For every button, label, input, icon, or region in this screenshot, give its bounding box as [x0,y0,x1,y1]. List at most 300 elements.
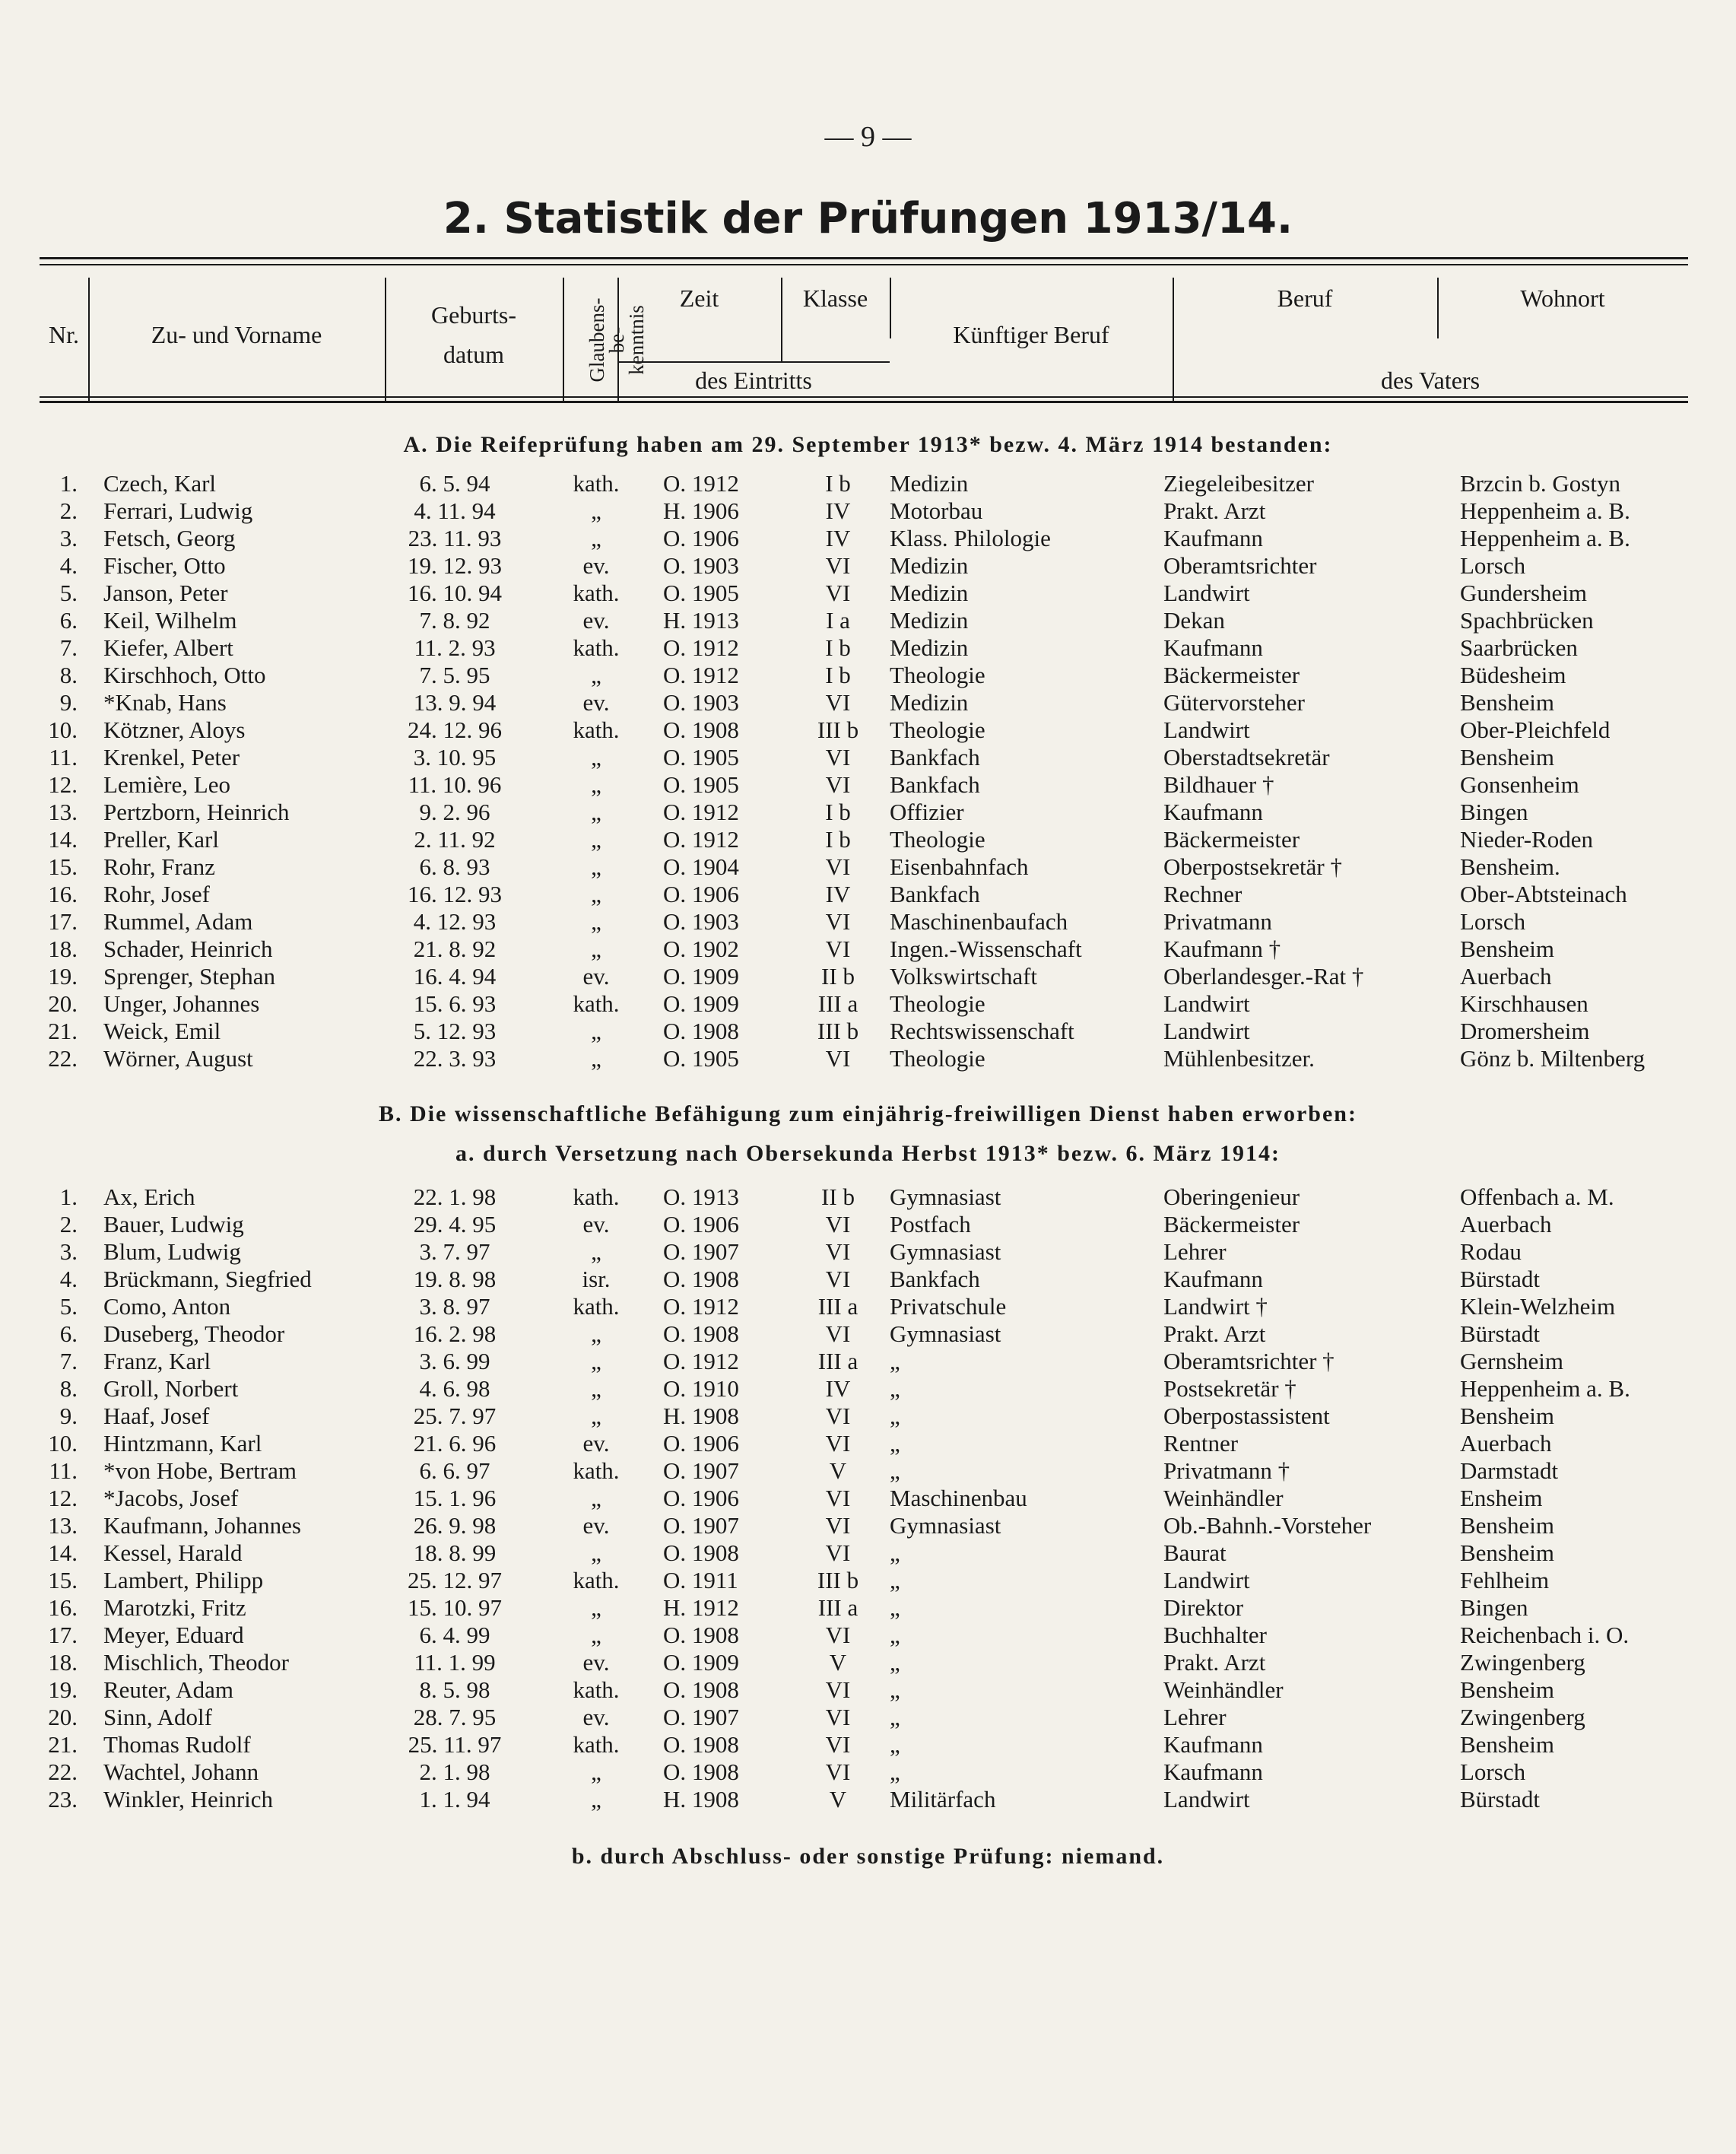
table-row [40,1758,1688,1786]
cell-name: Hintzmann, Karl [103,1430,262,1457]
cell-zeit: O. 1908 [663,1266,739,1292]
cell-kb: Bankfach [890,881,980,907]
cell-zeit: O. 1908 [663,1539,739,1566]
cell-klasse: VI [825,1704,851,1730]
cell-glaub: „ [591,1594,601,1621]
cell-kb: „ [890,1649,900,1676]
cell-glaub: „ [591,1622,601,1648]
cell-wohn: Zwingenberg [1460,1704,1585,1730]
cell-wohn: Bensheim [1460,1403,1554,1429]
table-row [40,689,1688,716]
cell-zeit: O. 1904 [663,853,739,880]
cell-zeit: O. 1907 [663,1457,739,1484]
cell-geb: 16. 12. 93 [408,881,502,907]
cell-kb: Gymnasiast [890,1183,1001,1210]
cell-nr: 22. [48,1045,78,1072]
cell-kb: Gymnasiast [890,1238,1001,1265]
cell-zeit: O. 1909 [663,963,739,990]
cell-beruf: Oberpostsekretär † [1163,853,1342,880]
cell-nr: 8. [59,662,78,688]
cell-glaub: ev. [582,963,610,990]
cell-beruf: Kaufmann † [1163,936,1281,962]
cell-glaub: „ [591,1485,601,1511]
cell-beruf: Oberpostassistent [1163,1403,1330,1429]
header-geburt-2: datum [443,341,504,368]
cell-nr: 6. [59,607,78,634]
cell-nr: 11. [49,1457,78,1484]
cell-name: Fetsch, Georg [103,525,236,551]
cell-nr: 3. [59,525,78,551]
cell-klasse: V [829,1786,847,1812]
page-title: 2. Statistik der Prüfungen 1913/14. [443,194,1293,243]
cell-klasse: VI [825,936,851,962]
cell-klasse: VI [825,689,851,716]
cell-geb: 13. 9. 94 [413,689,497,716]
cell-wohn: Bensheim [1460,1731,1554,1758]
table-row [40,1238,1688,1266]
cell-name: Thomas Rudolf [103,1731,251,1758]
cell-name: Schader, Heinrich [103,936,273,962]
cell-name: Brückmann, Siegfried [103,1266,312,1292]
cell-name: Blum, Ludwig [103,1238,241,1265]
cell-geb: 4. 12. 93 [413,908,497,935]
cell-name: Rohr, Josef [103,881,210,907]
table-row [40,771,1688,799]
table-row [40,1704,1688,1731]
section-b-heading: B. Die wissenschaftliche Befähigung zum einjährig-freiwilligen Dienst haben erworben: [379,1101,1357,1126]
cell-zeit: O. 1907 [663,1704,739,1730]
cell-wohn: Gonsenheim [1460,771,1579,798]
cell-name: Sinn, Adolf [103,1704,212,1730]
cell-klasse: VI [825,1403,851,1429]
cell-glaub: „ [591,771,601,798]
cell-zeit: O. 1908 [663,1018,739,1044]
table-row [40,963,1688,990]
cell-geb: 11. 2. 93 [414,634,496,661]
cell-kb: Rechtswissenschaft [890,1018,1074,1044]
cell-zeit: H. 1906 [663,497,739,524]
cell-wohn: Bürstadt [1460,1786,1541,1812]
cell-wohn: Nieder-Roden [1460,826,1593,853]
table-row [40,1348,1688,1375]
header-bottom-rule-2 [40,401,1688,403]
table-row [40,1649,1688,1676]
cell-glaub: „ [591,936,601,962]
cell-geb: 25. 11. 97 [408,1731,502,1758]
cell-kb: Maschinenbaufach [890,908,1068,935]
cell-name: Ax, Erich [103,1183,195,1210]
cell-geb: 16. 2. 98 [413,1320,497,1347]
cell-beruf: Landwirt [1163,990,1250,1017]
table-row [40,662,1688,689]
cell-kb: Eisenbahnfach [890,853,1029,880]
cell-klasse: III a [817,1594,858,1621]
cell-glaub: „ [591,1539,601,1566]
cell-geb: 15. 6. 93 [413,990,497,1017]
cell-name: Bauer, Ludwig [103,1211,244,1237]
header-wohnort: Wohnort [1520,284,1605,312]
cell-glaub: „ [591,1786,601,1812]
cell-nr: 5. [59,1293,78,1320]
cell-zeit: O. 1905 [663,580,739,606]
cell-glaub: „ [591,1238,601,1265]
cell-nr: 10. [48,716,78,743]
cell-beruf: Kaufmann [1163,1758,1263,1785]
cell-name: Krenkel, Peter [103,744,240,770]
cell-geb: 23. 11. 93 [408,525,502,551]
cell-wohn: Bensheim [1460,936,1554,962]
cell-glaub: kath. [573,1567,620,1593]
table-row [40,990,1688,1018]
cell-nr: 4. [59,1266,78,1292]
table-row [40,1320,1688,1348]
cell-kb: Theologie [890,990,985,1017]
cell-geb: 9. 2. 96 [419,799,490,825]
cell-wohn: Rodau [1460,1238,1522,1265]
cell-wohn: Auerbach [1460,963,1552,990]
cell-wohn: Bürstadt [1460,1320,1541,1347]
cell-beruf: Bäckermeister [1163,1211,1300,1237]
cell-zeit: O. 1906 [663,525,739,551]
cell-klasse: VI [825,552,851,579]
cell-kb: Gymnasiast [890,1320,1001,1347]
cell-glaub: „ [591,799,601,825]
top-rule-2 [40,264,1688,265]
cell-beruf: Bäckermeister [1163,826,1300,853]
table-row [40,1676,1688,1704]
cell-zeit: O. 1912 [663,826,739,853]
cell-zeit: O. 1908 [663,1731,739,1758]
cell-name: Duseberg, Theodor [103,1320,285,1347]
header-bottom-rule-1 [40,396,1688,398]
cell-kb: „ [890,1758,900,1785]
cell-wohn: Lorsch [1460,552,1526,579]
cell-glaub: „ [591,1348,601,1374]
cell-wohn: Gernsheim [1460,1348,1564,1374]
cell-glaub: „ [591,1018,601,1044]
cell-geb: 4. 11. 94 [414,497,496,524]
cell-glaub: „ [591,744,601,770]
cell-kb: Medizin [890,552,969,579]
cell-zeit: O. 1906 [663,881,739,907]
cell-kb: Theologie [890,662,985,688]
table-row [40,552,1688,580]
cell-geb: 16. 10. 94 [408,580,502,606]
cell-nr: 6. [59,1320,78,1347]
table-row [40,826,1688,853]
cell-nr: 16. [48,881,78,907]
cell-geb: 22. 3. 93 [413,1045,497,1072]
cell-klasse: V [829,1649,847,1676]
cell-kb: „ [890,1622,900,1648]
cell-nr: 2. [59,1211,78,1237]
cell-name: Marotzki, Fritz [103,1594,246,1621]
cell-glaub: kath. [573,634,620,661]
cell-glaub: ev. [582,552,610,579]
header-geburt-1: Geburts- [431,301,516,329]
cell-beruf: Bäckermeister [1163,662,1300,688]
cell-kb: Gymnasiast [890,1512,1001,1539]
cell-nr: 14. [48,1539,78,1566]
cell-zeit: O. 1903 [663,689,739,716]
cell-klasse: VI [825,580,851,606]
cell-wohn: Gönz b. Miltenberg [1460,1045,1646,1072]
cell-name: Pertzborn, Heinrich [103,799,290,825]
table-row [40,799,1688,826]
cell-beruf: Weinhändler [1163,1676,1284,1703]
table-row [40,1594,1688,1622]
cell-nr: 1. [59,470,78,497]
cell-geb: 22. 1. 98 [413,1183,497,1210]
cell-glaub: „ [591,1758,601,1785]
table-row [40,1211,1688,1238]
cell-nr: 7. [59,1348,78,1374]
cell-wohn: Bensheim [1460,744,1554,770]
cell-klasse: I b [825,799,851,825]
cell-kb: „ [890,1594,900,1621]
cell-beruf: Gütervorsteher [1163,689,1305,716]
cell-kb: Ingen.-Wissenschaft [890,936,1082,962]
cell-glaub: kath. [573,990,620,1017]
cell-nr: 14. [48,826,78,853]
cell-beruf: Baurat [1163,1539,1227,1566]
cell-wohn: Klein-Welzheim [1460,1293,1616,1320]
cell-kb: Motorbau [890,497,983,524]
cell-zeit: O. 1912 [663,634,739,661]
cell-klasse: IV [825,525,851,551]
cell-geb: 7. 8. 92 [419,607,490,634]
cell-name: Ferrari, Ludwig [103,497,253,524]
cell-nr: 20. [48,990,78,1017]
cell-name: Fischer, Otto [103,552,226,579]
cell-wohn: Büdesheim [1460,662,1566,688]
cell-wohn: Offenbach a. M. [1460,1183,1614,1210]
cell-name: Rummel, Adam [103,908,253,935]
cell-glaub: ev. [582,1512,610,1539]
cell-geb: 19. 12. 93 [408,552,502,579]
cell-nr: 10. [48,1430,78,1457]
cell-beruf: Landwirt [1163,1786,1250,1812]
cell-glaub: kath. [573,1183,620,1210]
cell-wohn: Bingen [1460,1594,1528,1621]
cell-wohn: Lorsch [1460,1758,1526,1785]
cell-wohn: Bürstadt [1460,1266,1541,1292]
table-row [40,1183,1688,1211]
cell-nr: 20. [48,1704,78,1730]
cell-beruf: Kaufmann [1163,634,1263,661]
cell-beruf: Ziegeleibesitzer [1163,470,1314,497]
cell-nr: 22. [48,1758,78,1785]
cell-beruf: Kaufmann [1163,525,1263,551]
cell-glaub: isr. [582,1266,611,1292]
cell-klasse: VI [825,1539,851,1566]
cell-kb: Medizin [890,689,969,716]
table-row [40,908,1688,936]
cell-name: Como, Anton [103,1293,231,1320]
cell-name: Sprenger, Stephan [103,963,276,990]
header-zeit: Zeit [679,284,719,312]
cell-zeit: O. 1908 [663,1758,739,1785]
table-row [40,1539,1688,1567]
cell-wohn: Reichenbach i. O. [1460,1622,1630,1648]
table-row [40,1018,1688,1045]
cell-geb: 6. 4. 99 [419,1622,490,1648]
cell-kb: Klass. Philologie [890,525,1051,551]
cell-klasse: VI [825,1320,851,1347]
cell-wohn: Ensheim [1460,1485,1543,1511]
cell-geb: 3. 7. 97 [419,1238,490,1265]
table-row [40,881,1688,908]
cell-zeit: O. 1905 [663,1045,739,1072]
header-vaters: des Vaters [1380,367,1481,394]
cell-name: Lambert, Philipp [103,1567,264,1593]
cell-geb: 2. 11. 92 [414,826,496,853]
cell-zeit: O. 1911 [663,1567,738,1593]
cell-beruf: Oberamtsrichter [1163,552,1317,579]
cell-name: Lemière, Leo [103,771,230,798]
cell-beruf: Direktor [1163,1594,1244,1621]
table-row [40,1266,1688,1293]
cell-kb: Medizin [890,470,969,497]
cell-name: Wachtel, Johann [103,1758,259,1785]
cell-nr: 18. [48,1649,78,1676]
cell-nr: 2. [59,497,78,524]
cell-nr: 19. [48,963,78,990]
cell-nr: 15. [48,1567,78,1593]
cell-geb: 24. 12. 96 [408,716,502,743]
cell-klasse: VI [825,1266,851,1292]
cell-klasse: VI [825,1622,851,1648]
cell-kb: Postfach [890,1211,971,1237]
cell-name: *Jacobs, Josef [103,1485,239,1511]
cell-beruf: Landwirt [1163,580,1250,606]
cell-zeit: O. 1903 [663,908,739,935]
cell-nr: 8. [59,1375,78,1402]
cell-kb: „ [890,1457,900,1484]
cell-wohn: Bensheim [1460,1539,1554,1566]
cell-nr: 7. [59,634,78,661]
cell-klasse: VI [825,1430,851,1457]
final-note: b. durch Abschluss- oder sonstige Prüfung: niemand. [571,1844,1165,1869]
cell-geb: 25. 7. 97 [413,1403,497,1429]
cell-geb: 21. 8. 92 [413,936,497,962]
table-row [40,1457,1688,1485]
cell-glaub: kath. [573,1293,620,1320]
cell-zeit: H. 1913 [663,607,739,634]
cell-klasse: VI [825,1676,851,1703]
cell-kb: Militärfach [890,1786,996,1812]
cell-glaub: ev. [582,1704,610,1730]
cell-wohn: Bensheim [1460,689,1554,716]
table-row [40,744,1688,771]
cell-nr: 9. [59,1403,78,1429]
cell-wohn: Ober-Pleichfeld [1460,716,1611,743]
cell-name: Kaufmann, Johannes [103,1512,301,1539]
cell-nr: 15. [48,853,78,880]
cell-geb: 5. 12. 93 [413,1018,497,1044]
table-row [40,1430,1688,1457]
cell-klasse: III a [817,1293,858,1320]
cell-zeit: O. 1910 [663,1375,739,1402]
cell-klasse: III b [817,1567,859,1593]
cell-wohn: Gundersheim [1460,580,1588,606]
cell-beruf: Weinhändler [1163,1485,1284,1511]
cell-beruf: Rechner [1163,881,1242,907]
cell-glaub: „ [591,1375,601,1402]
cell-geb: 4. 6. 98 [419,1375,490,1402]
cell-glaub: „ [591,525,601,551]
cell-zeit: O. 1907 [663,1238,739,1265]
cell-geb: 3. 10. 95 [413,744,497,770]
cell-klasse: VI [825,1758,851,1785]
cell-klasse: VI [825,908,851,935]
cell-kb: Medizin [890,607,969,634]
cell-zeit: O. 1912 [663,799,739,825]
cell-glaub: „ [591,908,601,935]
cell-name: Wörner, August [103,1045,253,1072]
cell-kb: „ [890,1348,900,1374]
top-rule-1 [40,257,1688,259]
cell-klasse: VI [825,1485,851,1511]
page-number: — 9 — [824,121,912,153]
cell-name: Weick, Emil [103,1018,221,1044]
cell-glaub: kath. [573,580,620,606]
table-row [40,1403,1688,1430]
cell-glaub: ev. [582,1211,610,1237]
table-row [40,497,1688,525]
cell-zeit: O. 1908 [663,1676,739,1703]
cell-geb: 19. 8. 98 [413,1266,497,1292]
table-row [40,1622,1688,1649]
cell-glaub: kath. [573,1676,620,1703]
cell-wohn: Ober-Abtsteinach [1460,881,1627,907]
header-name: Zu- und Vorname [151,321,322,348]
cell-beruf: Landwirt [1163,716,1250,743]
cell-beruf: Lehrer [1163,1704,1227,1730]
cell-geb: 15. 10. 97 [408,1594,502,1621]
cell-geb: 7. 5. 95 [419,662,490,688]
cell-zeit: O. 1906 [663,1211,739,1237]
cell-wohn: Bensheim [1460,1512,1554,1539]
cell-wohn: Heppenheim a. B. [1460,497,1630,524]
cell-geb: 11. 10. 96 [408,771,502,798]
table-row [40,607,1688,634]
table-row [40,1293,1688,1320]
cell-nr: 12. [48,1485,78,1511]
cell-beruf: Oberstadtsekretär [1163,744,1330,770]
section-a-table [40,470,1688,1072]
header-kuenftig: Künftiger Beruf [953,321,1109,348]
cell-kb: Medizin [890,634,969,661]
cell-nr: 4. [59,552,78,579]
cell-wohn: Bensheim [1460,1676,1554,1703]
cell-name: *von Hobe, Bertram [103,1457,297,1484]
cell-beruf: Prakt. Arzt [1163,1320,1266,1347]
table-row [40,1375,1688,1403]
cell-kb: Bankfach [890,744,980,770]
cell-name: Kötzner, Aloys [103,716,246,743]
cell-name: Kessel, Harald [103,1539,243,1566]
cell-name: Czech, Karl [103,470,217,497]
cell-kb: Offizier [890,799,964,825]
table-row [40,580,1688,607]
cell-kb: Volkswirtschaft [890,963,1038,990]
cell-zeit: O. 1908 [663,716,739,743]
table-row [40,936,1688,963]
cell-glaub: kath. [573,716,620,743]
cell-beruf: Buchhalter [1163,1622,1268,1648]
cell-kb: „ [890,1676,900,1703]
